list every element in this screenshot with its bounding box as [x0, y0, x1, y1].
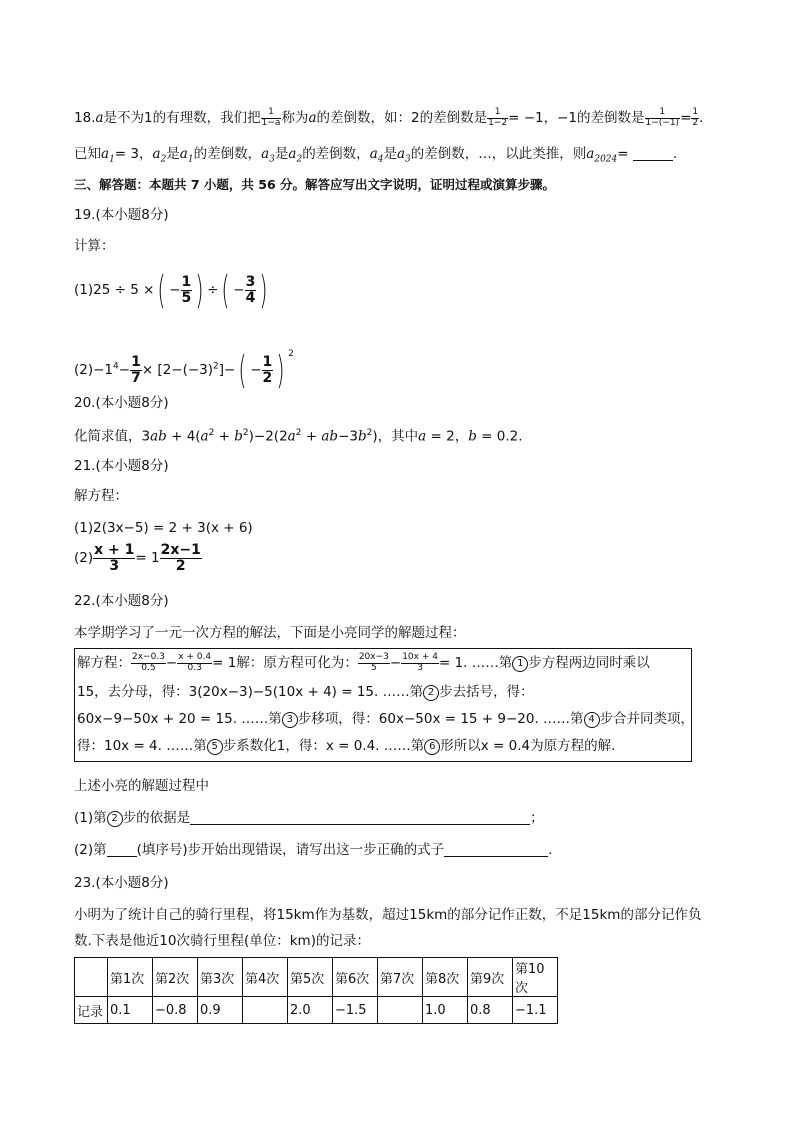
q22-s1-b: 步的依据是	[122, 810, 191, 826]
var-b: b	[357, 428, 367, 445]
q20-heading: 20.(本小题8分)	[74, 395, 169, 411]
frac-num: 1	[692, 107, 699, 118]
left-paren: (	[157, 268, 166, 312]
q20-b: + 4(	[166, 428, 201, 445]
box-line2	[77, 682, 534, 702]
var-a: a	[287, 428, 296, 445]
table-cell: 2.0	[288, 997, 333, 1024]
q22-after: 上述小亮的解题过程中	[74, 778, 209, 794]
frac-den: 2	[262, 369, 273, 386]
box-l3-b: 步移项，得：60x−50x = 15 + 9−20. ……第	[297, 711, 584, 727]
q18-l2-e: 是	[274, 146, 289, 162]
table-header-cell: 第6次	[333, 958, 378, 997]
box-fraction-1	[131, 653, 166, 673]
var-a3: $a_3$	[261, 146, 275, 165]
q18-l2-d: 的差倒数，	[193, 146, 262, 162]
q23-heading: 23.(本小题8分)	[74, 875, 169, 891]
q18-line2	[74, 144, 677, 170]
exponent: 2	[208, 428, 215, 438]
frac-den: 5	[181, 289, 192, 306]
q23-line2: 数.下表是他近10次骑行里程(单位：km)的记录：	[74, 933, 370, 949]
q18-text-2: 称为	[281, 110, 309, 126]
q20-h: = 2，	[426, 428, 469, 445]
q18-l2-j: .	[672, 146, 678, 162]
q19-part1	[74, 270, 271, 310]
box-l2-b: 步去括号，得：	[439, 684, 534, 700]
q22-heading: 22.(本小题8分)	[74, 593, 169, 609]
var-b: b	[468, 428, 477, 445]
exponent: 4	[113, 361, 119, 372]
q18-l2-b: = 3，	[114, 146, 153, 162]
q20-c: +	[214, 428, 235, 445]
q22-sub1	[74, 808, 544, 828]
box-l1-a: 解方程：	[77, 655, 131, 671]
q23-line1: 小明为了统计自己的骑行里程，将15km作为基数，超过15km的部分记作正数，不足15km的部分记作负	[74, 907, 702, 923]
box-l4-c: 形所以x = 0.4为原方程的解.	[440, 738, 616, 754]
minus-sign: −	[250, 362, 262, 378]
right-paren: )	[276, 348, 285, 392]
frac-num: 3	[245, 273, 256, 290]
fraction-1-over-2	[262, 355, 274, 385]
minus-sign: −	[233, 282, 245, 298]
var-a1: $a_1$	[101, 146, 115, 165]
fraction-1-over-2	[691, 108, 699, 128]
box-l4-b: 步系数化1，得：x = 0.4. ……第	[222, 738, 425, 754]
q19-heading: 19.(本小题8分)	[74, 207, 169, 223]
frac-den: 3	[109, 557, 120, 574]
table-header-cell: 第1次	[108, 958, 153, 997]
q18-l2-a: 已知	[74, 146, 101, 162]
box-l2-a: 15，去分母，得：3(20x−3)−5(10x + 4) = 15. ……第	[77, 684, 424, 700]
table-cell: −0.8	[153, 997, 198, 1024]
box-l4-a: 得：10x = 4. ……第	[77, 738, 207, 754]
box-fraction-4	[401, 653, 439, 673]
table-cell: 0.1	[108, 997, 153, 1024]
step-circle-6: 6	[424, 739, 440, 755]
table-header-row	[75, 958, 558, 997]
var-b: b	[234, 428, 243, 445]
table-header-cell: 第4次	[243, 958, 288, 997]
frac-den: 0.5	[141, 662, 156, 673]
q20-a: 化简求值，3	[74, 428, 151, 445]
frac-den: 2	[175, 557, 186, 574]
q22-s2-end: .	[548, 842, 553, 858]
q20-f: −3	[338, 428, 358, 445]
table-cell[interactable]	[378, 997, 423, 1024]
answer-blank[interactable]	[107, 842, 137, 857]
frac-num: 1	[181, 273, 192, 290]
box-l1-b: −	[165, 655, 178, 671]
q20-i: = 0.2.	[476, 428, 523, 445]
var-a: a	[308, 110, 317, 126]
box-line3	[77, 709, 694, 729]
box-l1-c: = 1解：原方程可化为：	[212, 655, 358, 671]
exponent: 2	[366, 428, 373, 438]
frac-num: 1	[131, 353, 141, 370]
q19-p2-a: (2)−1	[74, 362, 114, 378]
var-a1: $a_1$	[179, 146, 194, 165]
q21-part2	[74, 540, 202, 576]
box-line1	[77, 653, 650, 673]
frac-num: 10x + 4	[402, 652, 438, 663]
step-circle-3: 3	[282, 712, 298, 728]
box-l1-e: = 1. ……第	[438, 655, 513, 671]
box-l1-f: 步方程两边同时乘以	[528, 655, 650, 671]
frac-num: x + 1	[94, 541, 135, 558]
q19-p1-a: (1)25 ÷ 5 ×	[74, 282, 155, 298]
var-a: a	[418, 428, 427, 445]
frac-den: 4	[245, 289, 256, 306]
exponent: 2	[295, 428, 302, 438]
q18-text-5: =	[680, 110, 692, 126]
table-cell: −1.5	[333, 997, 378, 1024]
frac-num: 1	[645, 108, 681, 118]
q20-body	[74, 423, 523, 447]
q21-p2-a: (2)	[74, 550, 94, 566]
box-l3-c: 步合并同类项，	[599, 711, 695, 727]
q22-s2-a: (2)第	[74, 842, 107, 858]
section-heading: 三、解答题：本题共 7 小题，共 56 分。解答应写出文字说明，证明过程或演算步骤。	[74, 177, 556, 192]
q18-text-1: 是不为1的有理数，我们把	[103, 110, 261, 126]
fraction-1-over-5	[181, 275, 193, 305]
table-header-cell: 第5次	[288, 958, 333, 997]
exponent: 2	[213, 361, 219, 372]
q19-p2-d: ]−	[218, 362, 236, 378]
box-l1-d: −	[389, 655, 402, 671]
frac-den: 3	[417, 662, 423, 673]
q18-text-4: = −1，−1的差倒数是	[508, 110, 645, 126]
q22-s2-b: (填序号)步开始出现错误，请写出这一步正确的式子	[136, 842, 445, 858]
fraction-3-over-4	[245, 275, 257, 305]
var-a: a	[95, 110, 104, 126]
table-header-cell: 第7次	[378, 958, 423, 997]
box-line4	[77, 736, 615, 756]
frac-num: 2x−1	[160, 541, 201, 558]
q21-intro: 解方程：	[74, 488, 128, 504]
q22-sub2	[74, 840, 552, 860]
frac-den: 0.3	[187, 662, 202, 673]
q22-s1-end: ；	[530, 810, 544, 826]
q18-text-6: .	[699, 110, 704, 126]
q22-intro: 本学期学习了一元一次方程的解法，下面是小亮同学的解题过程：	[74, 625, 466, 641]
var-a4: $a_4$	[369, 146, 384, 165]
q19-p1-b: ÷	[207, 282, 219, 298]
q19-p2-c: × [2−(−3)	[141, 362, 214, 378]
q18-line1	[74, 108, 703, 128]
table-header-cell: 第10次	[513, 958, 558, 997]
answer-blank[interactable]	[444, 842, 548, 857]
fraction-1-over-1-minus-neg1	[645, 108, 681, 128]
q20-g: )，其中	[372, 428, 419, 445]
frac-den: 1−a	[261, 117, 281, 128]
answer-blank[interactable]	[633, 146, 673, 161]
q19-intro: 计算：	[74, 238, 115, 254]
left-paren: (	[221, 268, 230, 312]
exponent: 2	[288, 349, 294, 359]
fraction-1-over-1-minus-a	[261, 108, 282, 128]
q18-text-3: 的差倒数，如：2的差倒数是	[316, 110, 488, 126]
right-paren: )	[259, 268, 268, 312]
q18-l2-h: 的差倒数，…，以此类推，则	[410, 146, 587, 162]
solution-box	[74, 648, 695, 762]
table-header-cell: 第9次	[468, 958, 513, 997]
q22-s1-a: (1)第	[74, 810, 107, 826]
q19-part2	[74, 334, 294, 390]
q19-p2-b: −	[118, 362, 131, 378]
frac-den: 1−(−1)	[645, 117, 680, 128]
step-circle-1: 1	[512, 656, 528, 672]
q20-e: +	[301, 428, 322, 445]
box-fraction-3	[358, 653, 390, 673]
q21-heading: 21.(本小题8分)	[74, 458, 169, 474]
table-cell: −1.1	[513, 997, 558, 1024]
frac-num: 20x−3	[358, 652, 389, 663]
var-a: a	[200, 428, 209, 445]
step-circle-5: 5	[207, 739, 223, 755]
step-circle-2: 2	[423, 685, 439, 701]
table-header-cell: 第3次	[198, 958, 243, 997]
var-a2: $a_2$	[288, 146, 303, 165]
frac-num: 1	[487, 108, 508, 118]
step-circle-2: 2	[107, 811, 123, 827]
frac-num: 1	[262, 353, 273, 370]
fraction-2x-minus-1-over-2	[160, 543, 202, 573]
frac-den: 1−2	[488, 117, 508, 128]
var-a3: $a_3$	[396, 146, 411, 165]
var-ab: ab	[150, 428, 167, 445]
q18-l2-i: =	[617, 146, 629, 162]
table-row-label: 记录	[75, 997, 108, 1024]
table-header-cell: 第8次	[423, 958, 468, 997]
table-cell[interactable]	[243, 997, 288, 1024]
frac-den: 5	[370, 662, 377, 673]
q18-l2-g: 是	[383, 146, 397, 162]
right-paren: )	[195, 268, 204, 312]
var-a2024: $a_{2024}$	[586, 146, 618, 165]
frac-num: 2x−0.3	[132, 652, 165, 663]
left-paren: (	[238, 348, 247, 392]
q20-d: )−2(2	[248, 428, 288, 445]
q21-part1: (1)2(3x−5) = 2 + 3(x + 6)	[74, 520, 253, 536]
table-cell: 0.8	[468, 997, 513, 1024]
frac-den: 7	[131, 369, 141, 386]
fraction-1-over-7	[130, 355, 142, 385]
fraction-x-plus-1-over-3	[93, 543, 135, 573]
answer-blank[interactable]	[190, 810, 530, 825]
records-table	[74, 957, 558, 1024]
step-circle-4: 4	[584, 712, 600, 728]
q21-p2-b: = 1	[135, 550, 160, 566]
fraction-1-over-1-minus-2	[487, 108, 508, 128]
frac-den: 2	[692, 117, 699, 128]
box-l3-a: 60x−9−50x + 20 = 15. ……第	[77, 711, 282, 727]
q18-number: 18.	[74, 110, 96, 126]
frac-num: x + 0.4	[178, 652, 212, 663]
q18-l2-f: 的差倒数，	[302, 146, 370, 162]
frac-num: 1	[261, 108, 282, 118]
var-ab: ab	[321, 428, 339, 445]
var-a2: $a_2$	[152, 146, 167, 165]
table-cell: 0.9	[198, 997, 243, 1024]
box-fraction-2	[177, 653, 212, 673]
table-header-cell: 第2次	[153, 958, 198, 997]
table-cell: 1.0	[423, 997, 468, 1024]
minus-sign: −	[169, 282, 181, 298]
q18-l2-c: 是	[166, 146, 180, 162]
table-row	[75, 997, 558, 1024]
exponent: 2	[242, 428, 249, 438]
table-corner-cell	[75, 958, 108, 997]
